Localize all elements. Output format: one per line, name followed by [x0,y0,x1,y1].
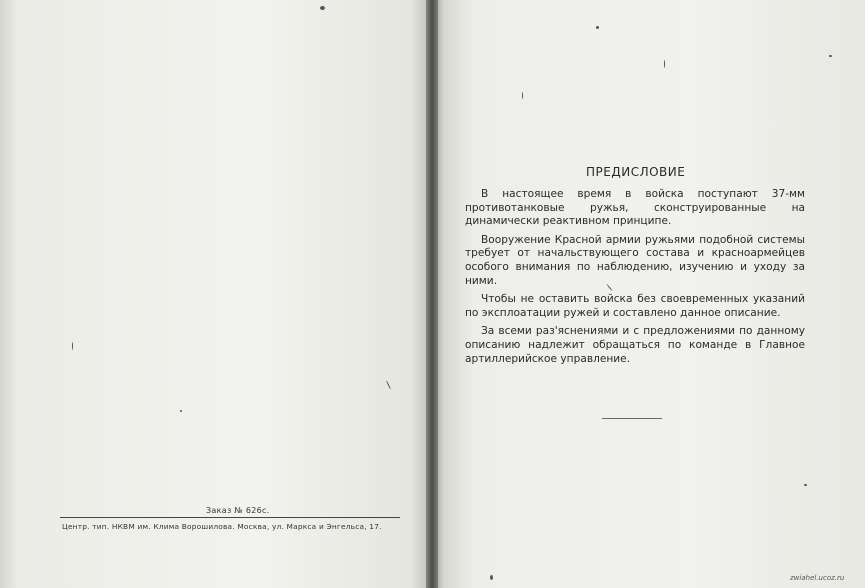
order-number: Заказ № 626с. [206,506,270,515]
imprint-divider [60,517,400,518]
paper-speck [320,6,325,10]
paper-speck [596,26,599,29]
paper-speck [386,380,391,389]
paper-speck [664,60,665,68]
printer-imprint: Центр. тип. НКВМ им. Клима Ворошилова. Москва, ул. Маркса и Энгельса, 17. [62,522,382,531]
paper-speck [180,410,182,412]
preface-paragraph: Вооружение Красной армии ружьями подобной системы требует от начальствующего состава и красноармейцев особого внимания по наблюдению, изучению и уходу за ними. [465,233,805,287]
preface-title: ПРЕДИСЛОВИЕ [586,165,686,179]
left-page [0,0,432,588]
paper-speck [804,484,807,486]
watermark: zwiahel.ucoz.ru [790,574,845,582]
paper-speck [829,55,832,57]
paper-speck [72,342,73,350]
book-gutter [426,0,438,588]
preface-paragraph: За всеми раз'яснениями и с предложениями по данному описанию надлежит обращаться по команде в Главное артиллерийское управление. [465,325,805,365]
preface-paragraph: В настоящее время в войска поступают 37-мм противотанковые ружья, сконструированные на динамически реактивном принципе. [465,188,805,228]
preface-text [465,188,805,371]
preface-paragraph: Чтобы не оставить войска без своевременных указаний по эксплоатации ружей и составлено данное описание. [465,293,805,319]
paper-speck [522,92,523,99]
end-rule [602,418,662,419]
paper-speck [490,575,493,580]
